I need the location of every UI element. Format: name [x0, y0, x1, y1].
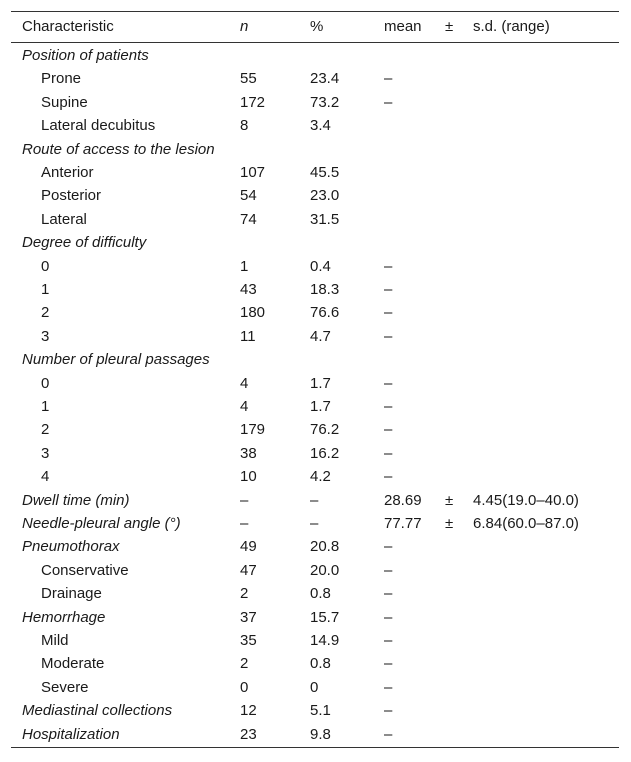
table-row [11, 652, 619, 675]
row-n: 49 [240, 538, 257, 556]
row-mean: – [384, 421, 393, 439]
row-mean: – [384, 608, 393, 626]
row-n: 1 [240, 257, 249, 275]
table-section-row [11, 44, 619, 67]
table-section-row [11, 231, 619, 254]
row-mean: – [384, 327, 393, 345]
row-label: Degree of difficulty [22, 234, 147, 252]
row-percent: 76.2 [310, 421, 340, 439]
header-plus-minus: ± [445, 18, 454, 35]
table-section-row [11, 138, 619, 161]
row-label: 3 [41, 444, 50, 462]
row-n: 107 [240, 164, 266, 181]
row-n: 38 [240, 444, 257, 462]
row-n: 74 [240, 210, 257, 228]
row-mean: – [384, 585, 393, 603]
table-row [11, 442, 619, 465]
row-mean: – [384, 281, 393, 298]
row-label: Supine [41, 93, 88, 111]
row-n: 4 [240, 374, 249, 392]
row-mean: – [384, 70, 393, 88]
row-label: 0 [41, 257, 50, 275]
table-row [11, 325, 619, 348]
row-mean: – [384, 655, 393, 673]
row-label: Hospitalization [22, 725, 120, 743]
row-n: – [240, 515, 249, 532]
row-label: 1 [41, 398, 50, 415]
row-n: 54 [240, 187, 257, 205]
table-bottom-rule [11, 747, 619, 748]
row-percent: 3.4 [310, 117, 331, 135]
row-percent: 0.8 [310, 585, 331, 603]
row-label: 4 [41, 468, 50, 486]
row-n: 180 [240, 304, 266, 322]
row-mean: – [384, 702, 393, 720]
row-n: 10 [240, 468, 257, 486]
table-row [11, 418, 619, 441]
row-n: 2 [240, 585, 249, 603]
table-section-row [11, 535, 619, 558]
row-percent: 9.8 [310, 725, 331, 743]
table-row [11, 395, 619, 418]
row-percent: 23.4 [310, 70, 340, 88]
row-percent: 1.7 [310, 398, 331, 415]
row-percent: 16.2 [310, 444, 340, 462]
table-row [11, 208, 619, 231]
table-row [11, 301, 619, 324]
row-percent: 15.7 [310, 608, 340, 626]
row-percent: 0.8 [310, 655, 331, 673]
row-label: 0 [41, 374, 50, 392]
row-mean: 28.69 [384, 491, 422, 509]
row-percent: 18.3 [310, 281, 340, 298]
row-label: Needle-pleural angle (°) [22, 515, 181, 532]
row-percent: 45.5 [310, 164, 340, 181]
table-row [11, 676, 619, 699]
table-section-row [11, 723, 619, 746]
row-label: Drainage [41, 585, 102, 603]
row-label: Number of pleural passages [22, 351, 210, 369]
row-plus-minus: ± [445, 491, 454, 509]
row-label: 3 [41, 327, 50, 345]
row-label: Anterior [41, 164, 94, 181]
table-row [11, 629, 619, 652]
row-label: Lateral [41, 210, 87, 228]
row-percent: 20.8 [310, 538, 340, 556]
row-mean: – [384, 678, 393, 696]
table-row [11, 582, 619, 605]
row-percent: – [310, 515, 319, 532]
row-percent: 0.4 [310, 257, 331, 275]
row-n: 43 [240, 281, 257, 298]
row-n: 11 [240, 327, 256, 345]
row-mean: – [384, 468, 393, 486]
row-label: Severe [41, 678, 89, 696]
row-n: 8 [240, 117, 249, 135]
table-row [11, 255, 619, 278]
row-label: 2 [41, 421, 50, 439]
header-characteristic: Characteristic [22, 18, 114, 35]
table-top-rule [11, 11, 619, 12]
row-mean: – [384, 304, 393, 322]
row-percent: 20.0 [310, 561, 340, 579]
row-plus-minus: ± [445, 515, 454, 532]
row-label: 2 [41, 304, 50, 322]
table-row [11, 114, 619, 137]
row-n: 37 [240, 608, 257, 626]
row-percent: 4.2 [310, 468, 331, 486]
row-label: Hemorrhage [22, 608, 106, 626]
row-mean: – [384, 538, 393, 556]
row-label: Moderate [41, 655, 105, 673]
table-row [11, 559, 619, 582]
row-mean: – [384, 257, 393, 275]
row-n: 2 [240, 655, 249, 673]
table-row [11, 465, 619, 488]
row-label: Mediastinal collections [22, 702, 173, 720]
row-percent: 1.7 [310, 374, 331, 392]
table-row [11, 372, 619, 395]
row-n: 23 [240, 725, 257, 743]
table-section-row [11, 699, 619, 722]
row-n: 4 [240, 398, 249, 415]
row-n: 35 [240, 632, 257, 649]
row-mean: – [384, 561, 393, 579]
table-row [11, 91, 619, 114]
row-sd-range: 6.84(60.0–87.0) [473, 515, 579, 532]
row-n: 55 [240, 70, 257, 88]
row-label: Position of patients [22, 47, 149, 64]
row-n: 179 [240, 421, 266, 439]
row-label: 1 [41, 281, 50, 298]
row-label: Route of access to the lesion [22, 140, 215, 158]
row-label: Prone [41, 70, 82, 88]
table-row [11, 161, 619, 184]
row-label: Posterior [41, 187, 102, 205]
row-percent: 14.9 [310, 632, 340, 649]
row-percent: 76.6 [310, 304, 340, 322]
row-label: Pneumothorax [22, 538, 120, 556]
row-mean: 77.77 [384, 515, 422, 532]
row-n: 47 [240, 561, 257, 579]
header-sd-range: s.d. (range) [473, 18, 550, 35]
row-label: Conservative [41, 561, 129, 579]
row-percent: – [310, 491, 319, 509]
row-percent: 23.0 [310, 187, 340, 205]
row-sd-range: 4.45(19.0–40.0) [473, 491, 579, 509]
table-row [11, 184, 619, 207]
row-percent: 0 [310, 678, 319, 696]
row-percent: 73.2 [310, 93, 340, 111]
row-mean: – [384, 725, 393, 743]
table-row [11, 278, 619, 301]
row-label: Mild [41, 632, 69, 649]
row-percent: 31.5 [310, 210, 340, 228]
row-n: – [240, 491, 249, 509]
row-mean: – [384, 374, 393, 392]
row-n: 0 [240, 678, 249, 696]
row-n: 12 [240, 702, 257, 720]
header-mean: mean [384, 18, 422, 35]
table-row [11, 67, 619, 90]
row-label: Dwell time (min) [22, 491, 130, 509]
header-percent: % [310, 18, 324, 35]
row-percent: 5.1 [310, 702, 331, 720]
row-mean: – [384, 444, 393, 462]
row-percent: 4.7 [310, 327, 331, 345]
row-n: 172 [240, 93, 266, 111]
table-section-row [11, 512, 619, 535]
table-section-row [11, 348, 619, 371]
row-mean: – [384, 398, 393, 415]
table-section-row [11, 606, 619, 629]
header-n: n [240, 18, 249, 35]
row-label: Lateral decubitus [41, 117, 156, 135]
row-mean: – [384, 632, 393, 649]
table-section-row [11, 489, 619, 512]
row-mean: – [384, 93, 393, 111]
table-header-rule [11, 42, 619, 43]
